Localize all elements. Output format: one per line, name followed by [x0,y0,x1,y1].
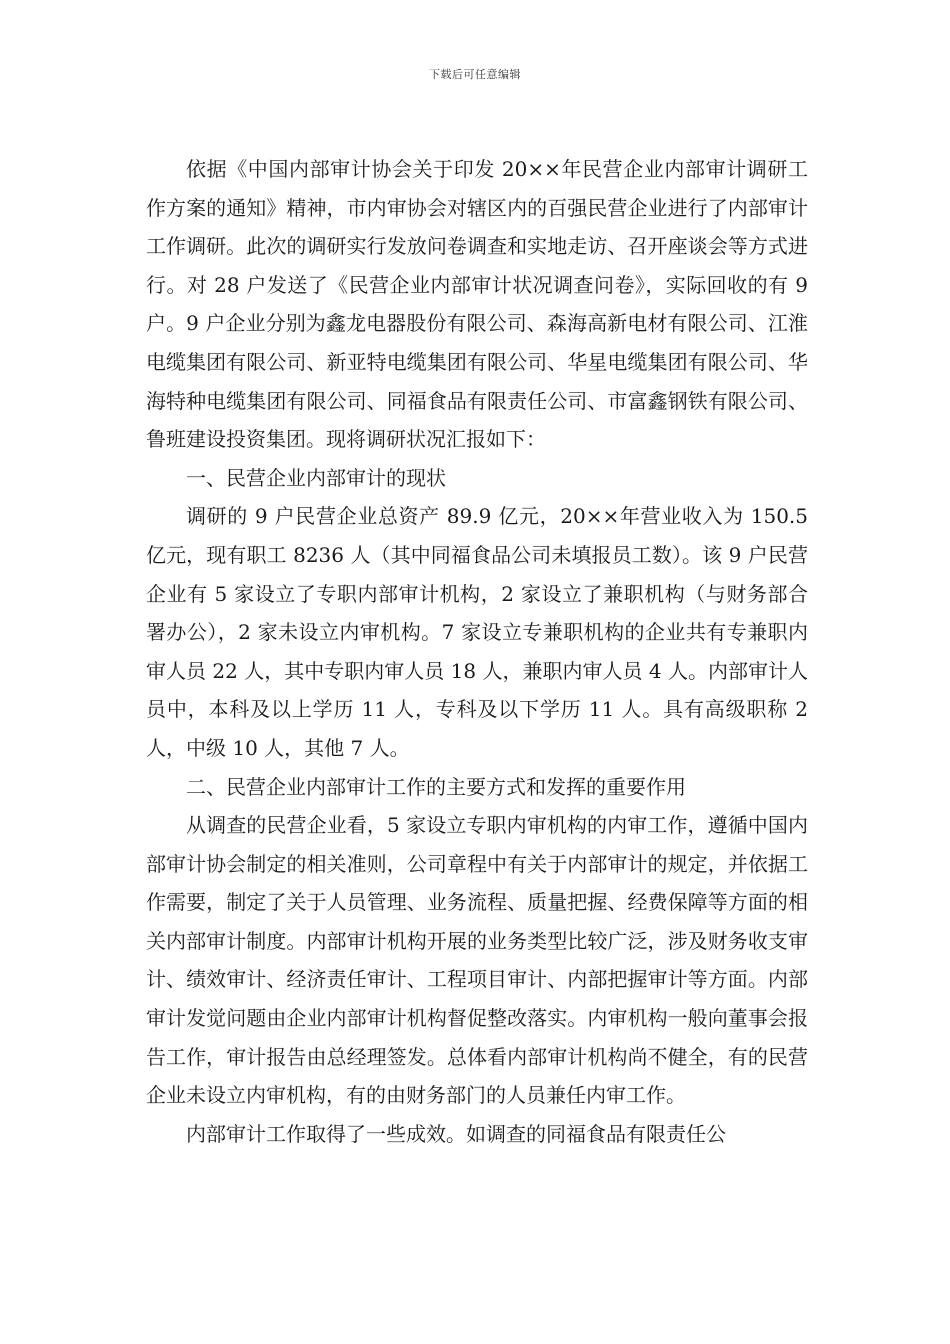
section-heading-1: 一、民营企业内部审计的现状 [186,465,446,490]
document-body [146,150,808,1153]
section-heading-2: 二、民营企业内部审计工作的主要方式和发挥的重要作用 [186,774,686,799]
page-header-note: 下载后可任意编辑 [429,68,521,81]
methods-paragraph: 从调查的民营企业看，5 家设立专职内审机构的内审工作，遵循中国内部审计协会制定的相关准则，公司章程中有关于内部审计的规定，并依据工作需要，制定了关于人员管理、业务流程、质量把握、经费保障等方面的相关内部审计制度。内部审计机构开展的业务类型比较广泛，涉及财务收支审计、绩效审计、经济责任审计、工程项目审计、内部把握审计等方面。内部审计发觉问题由企业内部审计机构督促整改落实。内审机构一般向董事会报告工作，审计报告由总经理签发。总体看内部审计机构尚不健全，有的民营企业未设立内审机构，有的由财务部门的人员兼任内审工作。 [146,813,808,1108]
results-paragraph: 内部审计工作取得了一些成效。如调查的同福食品有限责任公 [186,1121,726,1146]
status-paragraph: 调研的 9 户民营企业总资产 89.9 亿元，20××年营业收入为 150.5 亿元，现有职工 8236 人（其中同福食品公司未填报员工数）。该 9 户民营企业有 5 家设立了专职内部审计机构，2 家设立了兼职机构（与财务部合署办公），2 家未设立内审机构。7 家设立专兼职机构的企业共有专兼职内审人员 22 人，其中专职内审人员 18 人，兼职内审人员 4 人。内部审计人员中，本科及以上学历 11 人，专科及以下学历 11 人。具有高级职称 2 人，中级 10 人，其他 7 人。 [146,504,808,760]
intro-paragraph: 依据《中国内部审计协会关于印发 20××年民营企业内部审计调研工作方案的通知》精神，市内审协会对辖区内的百强民营企业进行了内部审计工作调研。此次的调研实行发放问卷调查和实地走访、召开座谈会等方式进行。对 28 户发送了《民营企业内部审计状况调查问卷》，实际回收的有 9 户。9 户企业分别为鑫龙电器股份有限公司、森海高新电材有限公司、江淮电缆集团有限公司、新亚特电缆集团有限公司、华星电缆集团有限公司、华海特种电缆集团有限公司、同福食品有限责任公司、市富鑫钢铁有限公司、鲁班建设投资集团。现将调研状况汇报如下： [146,157,808,452]
